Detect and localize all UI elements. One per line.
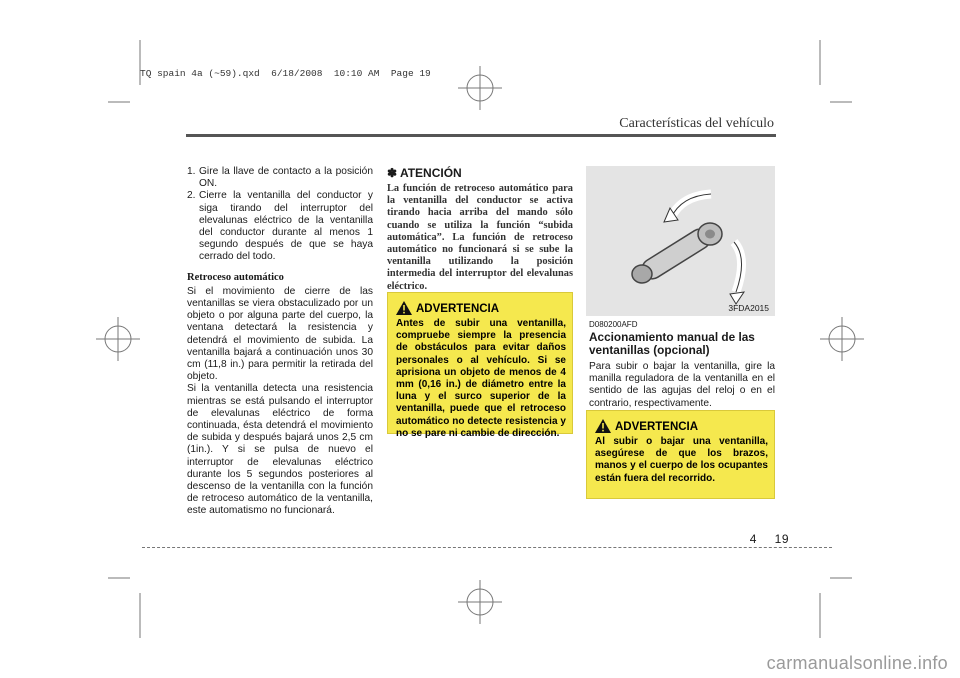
warning-box bbox=[387, 292, 573, 439]
warning-triangle-icon bbox=[396, 301, 412, 315]
warning-body: Antes de subir una ventanilla, compruebe siempre la presencia de obstáculos para evitar daños personales o al vehículo. Si se aprisiona un objeto de menos de 4 mm (0,16 in.) de diámetro entre la luna y el surco superior de la ventanilla, puede que el retroceso automático no detecte resistencia y no se pare ni cambie de dirección. bbox=[396, 318, 566, 439]
manual-windows-body: Para subir o bajar la ventanilla, gire la manilla reguladora de la ventanilla en el sentido de las agujas del reloj o en el contrario, respectivamente. bbox=[589, 361, 775, 409]
warning-title bbox=[595, 419, 768, 433]
warning-body: Al subir o bajar una ventanilla, asegúrese de que los brazos, manos y el cuerpo de los ocupantes están fuera del recorrido. bbox=[595, 436, 768, 484]
header-rule bbox=[186, 134, 776, 137]
column-1 bbox=[187, 166, 373, 518]
warning-title-text: ADVERTENCIA bbox=[615, 421, 699, 433]
step-item bbox=[187, 166, 373, 190]
warning-triangle-icon bbox=[595, 419, 611, 433]
section-title: Características del vehículo bbox=[619, 116, 774, 131]
warning-box bbox=[586, 410, 775, 499]
paragraph: Si el movimiento de cierre de las ventanillas se viera obstaculizado por un objeto o por alguna parte del cuerpo, la ventana detectará la resistencia y detendrá el movimiento de subida. La ventanilla bajará a continuación unos 30 cm (11,8 in.) para permitir la retirada del objeto. bbox=[187, 285, 373, 383]
steps-list bbox=[187, 166, 373, 264]
chapter-number: 4 bbox=[749, 532, 757, 546]
window-crank-figure bbox=[586, 166, 775, 316]
column-3 bbox=[589, 320, 775, 410]
step-number: 1. bbox=[187, 166, 196, 177]
attention-heading: ✽ ATENCIÓN bbox=[387, 166, 462, 180]
subheading-auto-reverse: Retroceso automático bbox=[187, 271, 284, 283]
window-crank-illustration bbox=[586, 166, 775, 316]
manual-windows-heading: Accionamiento manual de las ventanillas (opcional) bbox=[589, 330, 755, 357]
figure-code: 3FDA2015 bbox=[728, 303, 769, 313]
attention-body: La función de retroceso automático para la ventanilla del conductor se activa tirando hacia arriba del mando sólo cuando se utiliza la función “subida automática”. La función de retroceso automático no funcionará si se sube la ventanilla utilizando la posición intermedia del interruptor del elevalunas eléctrico. bbox=[387, 183, 573, 292]
warning-title bbox=[396, 301, 566, 315]
section-code: D080200AFD bbox=[589, 320, 638, 329]
page-number-value: 19 bbox=[774, 532, 789, 546]
step-text: Gire la llave de contacto a la posición ON. bbox=[199, 166, 373, 190]
column-2 bbox=[387, 166, 573, 293]
watermark: carmanualsonline.info bbox=[766, 653, 948, 673]
step-number: 2. bbox=[187, 190, 196, 202]
step-text: Cierre la ventanilla del conductor y siga tirando del interruptor del elevalunas eléctrico de la ventanilla del conductor durante al menos 1 segundo después de que se haya cerrado del todo. bbox=[199, 190, 373, 263]
paragraph: Si la ventanilla detecta una resistencia mientras se está pulsando el interruptor de elevalunas eléctrico de forma continuada, ésta detendrá el movimiento de subida y después bajará unos 2,5 cm (1in.). Y si se pulsa de nuevo el interruptor de elevalunas eléctrico durante los 5 segundos posteriores al descenso de la ventanilla con la función de retroceso automático de la ventanilla, este automatismo no funcionará. bbox=[187, 383, 373, 517]
print-file-info: TQ spain 4a (~59).qxd 6/18/2008 10:10 AM Page 19 bbox=[140, 68, 431, 79]
step-item bbox=[187, 190, 373, 263]
warning-title-text: ADVERTENCIA bbox=[416, 303, 500, 315]
page-number bbox=[750, 532, 789, 546]
footer-rule bbox=[142, 547, 832, 548]
